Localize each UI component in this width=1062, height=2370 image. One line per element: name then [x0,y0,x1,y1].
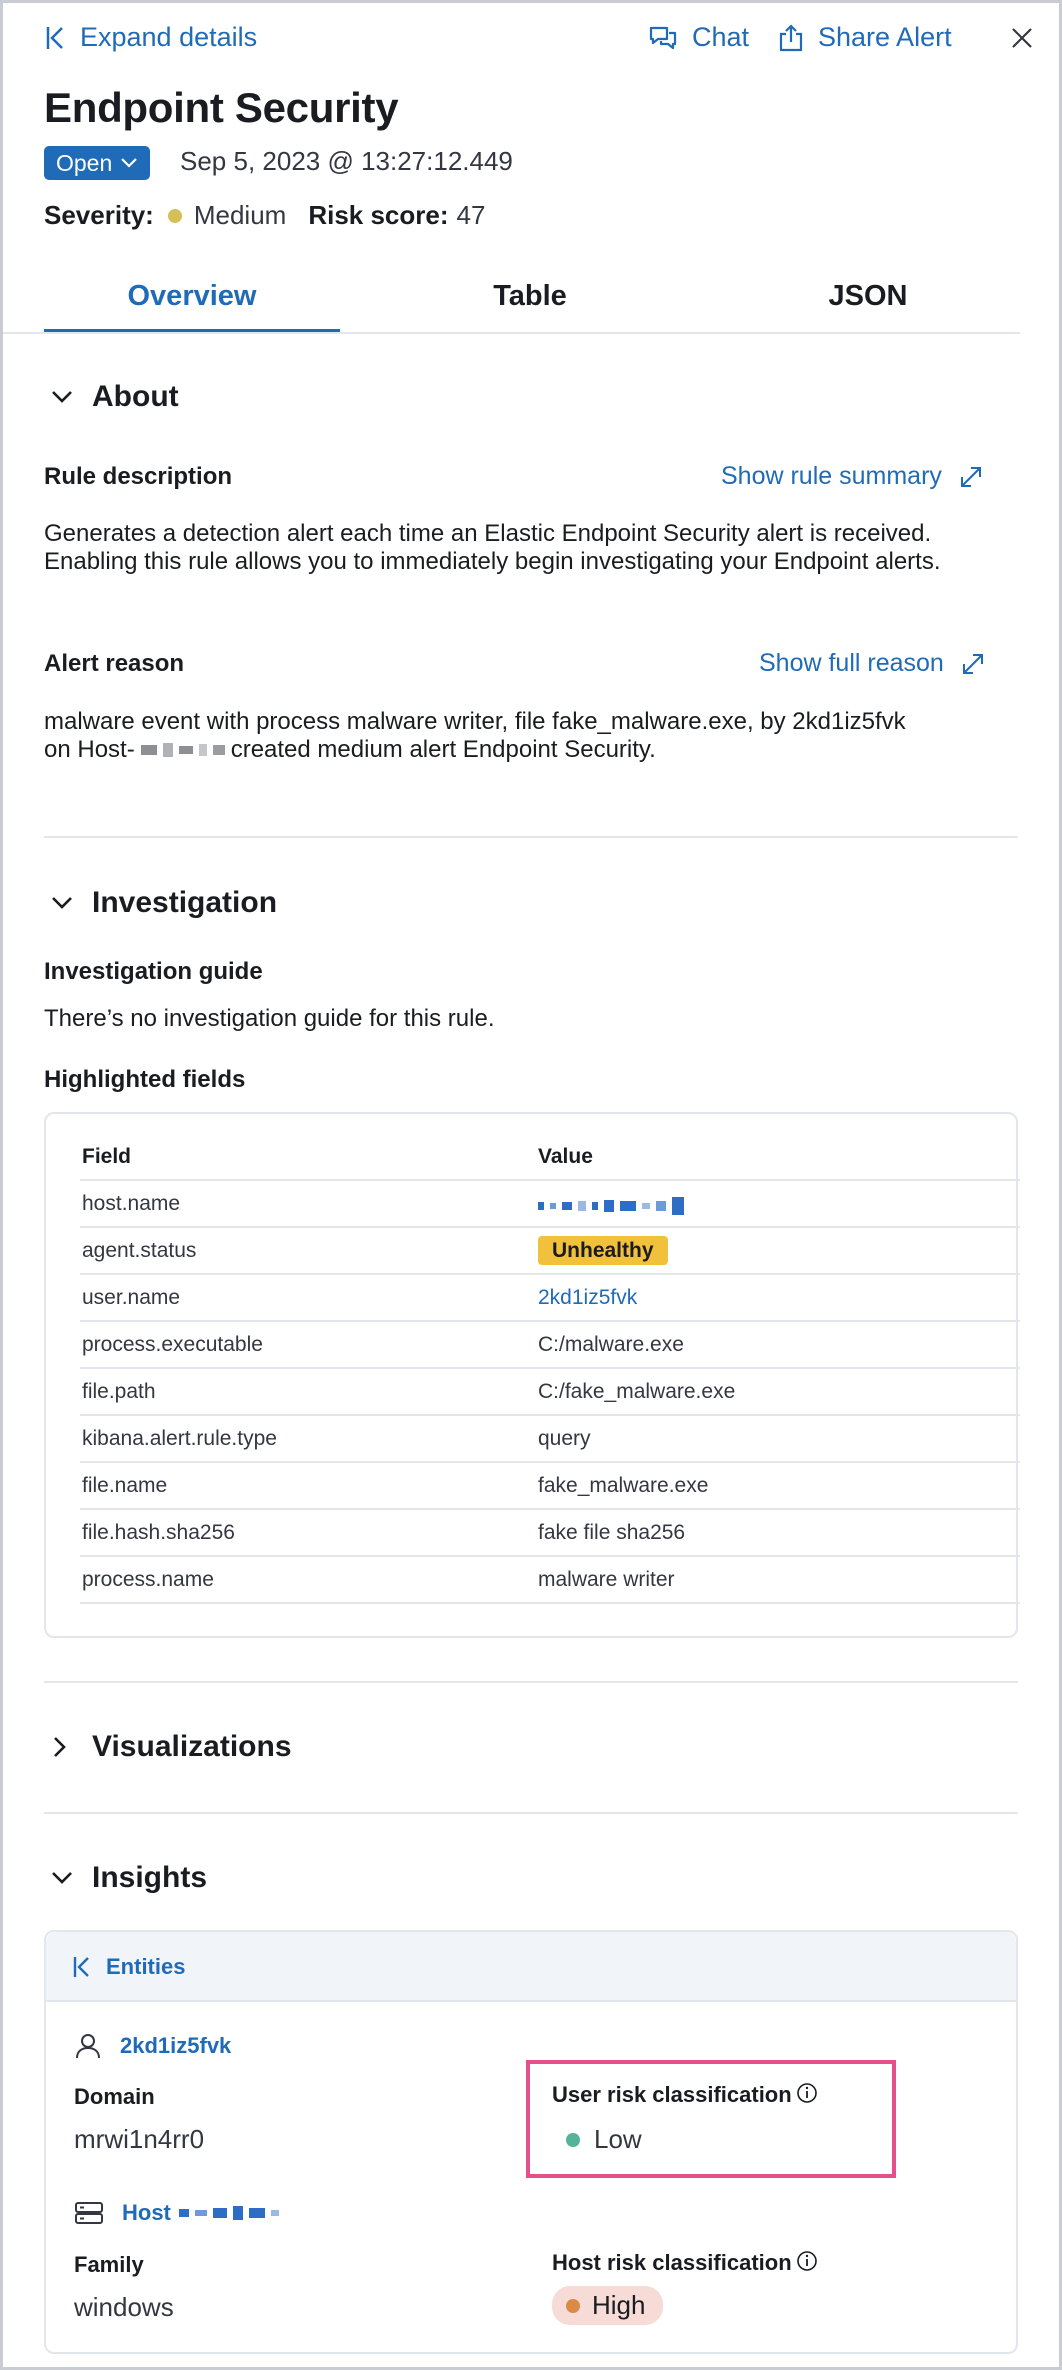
domain-value: mrwi1n4rr0 [74,2124,205,2154]
chevron-down-icon [50,389,74,405]
alert-reason-text [44,708,1024,764]
value-cell: query [538,1426,591,1450]
rule-description-text: Generates a detection alert each time an Elastic Endpoint Security alert is received. Enabling this rule allows you to immediately begin investigating your Endpoint alerts. [44,520,941,575]
user-risk-label-row [552,2082,818,2108]
chevron-down-icon [50,1870,74,1886]
expand-details-label: Expand details [80,22,258,52]
share-alert-button[interactable] [778,22,952,53]
value-cell: malware writer [538,1567,675,1591]
user-risk-value: Low [594,2124,642,2154]
severity-value: Medium [193,200,287,230]
chevron-down-icon [50,895,74,911]
table-row [80,1228,1020,1275]
field-cell: host.name [82,1191,181,1215]
value-cell [538,1239,1020,1263]
table-row [80,1463,1020,1510]
expand-details-link[interactable] [44,22,257,53]
table-row [80,1369,1020,1416]
table-row [80,1275,1020,1322]
show-rule-summary-link[interactable] [721,462,984,491]
risk-low-dot-icon [566,2133,580,2147]
entities-header[interactable] [46,1932,1016,2002]
value-cell: fake_malware.exe [538,1473,709,1497]
host-entity-name: Host [122,2200,171,2225]
severity-label: Severity: [44,200,154,230]
alert-reason-suffix: created medium alert Endpoint Security. [230,736,656,763]
close-button[interactable] [1010,26,1034,50]
investigation-title: Investigation [92,886,278,919]
severity-row [44,200,485,231]
status-dropdown[interactable] [44,146,150,180]
tab-overview[interactable]: Overview [127,280,257,312]
info-icon[interactable] [796,2082,818,2104]
field-cell: file.path [82,1379,156,1403]
risk-score-value: 47 [456,200,486,230]
family-label: Family [74,2252,144,2277]
host-risk-label: Host risk classification [552,2250,792,2275]
investigation-guide-label: Investigation guide [44,958,263,985]
risk-high-dot-icon [566,2299,580,2313]
field-cell: kibana.alert.rule.type [82,1426,277,1450]
info-icon[interactable] [796,2250,818,2272]
table-row [80,1557,1020,1604]
field-cell: process.name [82,1567,214,1591]
host-risk-badge [552,2286,663,2325]
redacted-hostname [538,1196,684,1216]
redacted-hostname [141,740,225,760]
entities-link[interactable] [72,1954,185,1980]
tab-table[interactable]: Table [493,280,567,312]
visualizations-title: Visualizations [92,1730,292,1763]
value-cell: C:/malware.exe [538,1332,684,1356]
share-icon [778,23,804,53]
alert-title: Endpoint Security [44,84,399,131]
chat-label: Chat [692,22,750,52]
show-rule-summary-label: Show rule summary [721,462,942,490]
insights-title: Insights [92,1861,208,1894]
expand-arrow-icon [958,464,984,490]
share-alert-label: Share Alert [818,22,952,52]
investigation-section-toggle[interactable] [50,886,277,920]
host-risk-label-row [552,2250,818,2276]
alert-reason-label: Alert reason [44,650,185,677]
user-entity-link[interactable] [74,2032,231,2060]
value-cell[interactable] [538,1192,1020,1216]
user-icon [74,2032,102,2060]
entities-label: Entities [106,1954,186,1979]
show-full-reason-link[interactable] [759,649,986,678]
investigation-divider [44,1681,1018,1683]
agent-status-badge: Unhealthy [538,1236,668,1265]
field-cell: user.name [82,1285,181,1309]
tabs-divider [3,332,1020,334]
value-cell: C:/fake_malware.exe [538,1379,736,1403]
about-divider [44,836,1018,838]
expand-arrow-icon [960,651,986,677]
close-icon [1010,26,1034,50]
insights-section-toggle[interactable] [50,1861,207,1895]
server-icon [74,2201,104,2225]
risk-score-label: Risk score: [308,200,449,230]
about-title: About [92,380,179,413]
entities-panel [44,1930,1018,2354]
family-value: windows [74,2292,174,2322]
visualizations-divider [44,1812,1018,1814]
table-row [80,1510,1020,1557]
field-cell: file.name [82,1473,168,1497]
table-header-row [80,1134,1020,1181]
collapse-left-icon [44,24,66,52]
show-full-reason-label: Show full reason [759,649,944,677]
about-section-toggle[interactable] [50,380,179,414]
highlighted-fields-label: Highlighted fields [44,1066,246,1093]
user-risk-value-row [566,2124,642,2155]
highlighted-fields-table [44,1112,1018,1638]
column-header-value[interactable]: Value [538,1144,593,1168]
status-label: Open [56,149,113,176]
collapse-left-icon [72,1954,92,1980]
host-entity-link[interactable] [74,2200,279,2226]
host-risk-value: High [592,2290,646,2320]
rule-description-label: Rule description [44,463,233,490]
chevron-right-icon [52,1735,68,1759]
field-cell: agent.status [82,1238,197,1262]
field-cell: file.hash.sha256 [82,1520,235,1544]
chat-button[interactable] [648,22,749,53]
user-risk-highlight [526,2060,896,2178]
table-row [80,1322,1020,1369]
investigation-guide-text: There’s no investigation guide for this rule. [44,1005,495,1032]
tab-json[interactable]: JSON [828,280,908,312]
value-cell: fake file sha256 [538,1520,686,1544]
user-risk-label: User risk classification [552,2082,792,2107]
column-header-field[interactable]: Field [82,1144,132,1168]
alert-timestamp: Sep 5, 2023 @ 13:27:12.449 [180,146,513,176]
alert-reason-line1: malware event with process malware writer, file fake_malware.exe, by 2kd1iz5fvk [44,708,906,735]
chat-icon [648,24,678,52]
domain-label: Domain [74,2084,155,2109]
table-row [80,1181,1020,1228]
chevron-down-icon [120,157,138,169]
user-entity-name: 2kd1iz5fvk [120,2033,232,2058]
field-cell: process.executable [82,1332,263,1356]
table-row [80,1416,1020,1463]
user-name-link[interactable]: 2kd1iz5fvk [538,1285,638,1309]
visualizations-section-toggle[interactable] [52,1730,292,1764]
severity-dot-icon [168,209,182,223]
alert-reason-prefix: on Host- [44,736,135,763]
redacted-hostname [179,2203,279,2223]
